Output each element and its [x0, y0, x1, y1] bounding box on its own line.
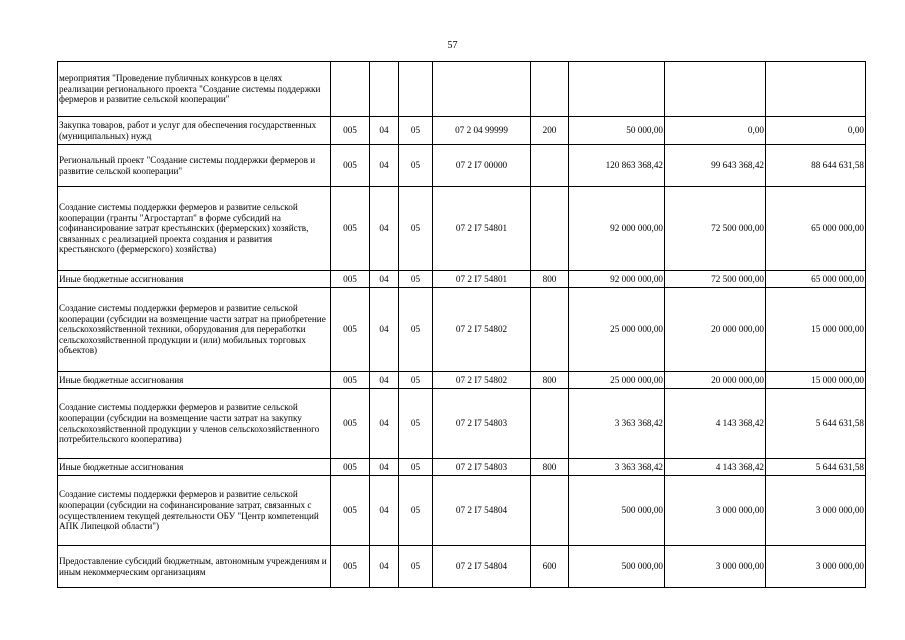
table-row [58, 546, 866, 588]
row-name: Создание системы поддержки фермеров и развитие сельской кооперации (субсидии на возмещение части затрат на закупку сельскохозяйственной продукции у членов сельскохозяйственного потребительского кооператива) [58, 389, 331, 459]
table-row [58, 288, 866, 372]
row-sum-3 [766, 62, 866, 117]
row-target-article: 07 2 I7 00000 [433, 145, 531, 187]
row-ved-code: 005 [331, 145, 370, 187]
row-sum-2: 3 000 000,00 [665, 546, 766, 588]
row-name: Иные бюджетные ассигнования [58, 271, 331, 288]
row-subsection-code: 05 [399, 145, 433, 187]
row-sum-3: 15 000 000,00 [766, 288, 866, 372]
row-sum-2: 3 000 000,00 [665, 476, 766, 546]
row-sum-3: 88 644 631,58 [766, 145, 866, 187]
row-sum-1: 3 363 368,42 [569, 459, 665, 476]
row-ved-code: 005 [331, 372, 370, 389]
row-name: Создание системы поддержки фермеров и развитие сельской кооперации (субсидии на софинансирование затрат, связанных с осуществлением текущей деятельности ОБУ "Центр компетенций АПК Липецкой области") [58, 476, 331, 546]
row-target-article: 07 2 04 99999 [433, 117, 531, 145]
row-section-code: 04 [370, 459, 399, 476]
row-name: Создание системы поддержки фермеров и развитие сельской кооперации (гранты "Агростартап" в форме субсидий на софинансирование затрат крестьянских (фермерских) хозяйств, связанных с реализацией проекта создания и развития крестьянского (фермерского) хозяйства) [58, 187, 331, 271]
row-sum-3: 65 000 000,00 [766, 187, 866, 271]
row-sum-2: 0,00 [665, 117, 766, 145]
row-expense-type [531, 288, 569, 372]
row-subsection-code: 05 [399, 459, 433, 476]
row-section-code: 04 [370, 117, 399, 145]
row-expense-type [531, 476, 569, 546]
row-sum-1: 500 000,00 [569, 476, 665, 546]
row-subsection-code: 05 [399, 476, 433, 546]
row-sum-2: 4 143 368,42 [665, 459, 766, 476]
row-subsection-code: 05 [399, 117, 433, 145]
row-ved-code [331, 62, 370, 117]
table-body [58, 62, 866, 588]
row-name: мероприятия "Проведение публичных конкурсов в целях реализации регионального проекта "Создание системы поддержки фермеров и развитие сельской кооперации" [58, 62, 331, 117]
row-expense-type: 800 [531, 372, 569, 389]
table-row [58, 459, 866, 476]
page-number: 57 [447, 40, 458, 51]
row-sum-3: 3 000 000,00 [766, 476, 866, 546]
table-row [58, 389, 866, 459]
row-sum-2 [665, 62, 766, 117]
table-row [58, 476, 866, 546]
row-ved-code: 005 [331, 187, 370, 271]
row-section-code: 04 [370, 546, 399, 588]
row-section-code: 04 [370, 187, 399, 271]
row-ved-code: 005 [331, 546, 370, 588]
row-sum-1: 25 000 000,00 [569, 372, 665, 389]
row-section-code: 04 [370, 476, 399, 546]
row-subsection-code: 05 [399, 372, 433, 389]
row-target-article: 07 2 I7 54802 [433, 288, 531, 372]
budget-table [57, 61, 866, 588]
row-expense-type: 800 [531, 271, 569, 288]
row-sum-1 [569, 62, 665, 117]
row-sum-3: 15 000 000,00 [766, 372, 866, 389]
row-target-article: 07 2 I7 54803 [433, 459, 531, 476]
row-subsection-code [399, 62, 433, 117]
row-expense-type [531, 62, 569, 117]
row-sum-3: 0,00 [766, 117, 866, 145]
row-sum-1: 25 000 000,00 [569, 288, 665, 372]
row-sum-3: 5 644 631,58 [766, 389, 866, 459]
row-target-article: 07 2 I7 54801 [433, 271, 531, 288]
row-expense-type: 200 [531, 117, 569, 145]
row-target-article: 07 2 I7 54801 [433, 187, 531, 271]
row-expense-type [531, 389, 569, 459]
row-sum-1: 92 000 000,00 [569, 187, 665, 271]
row-subsection-code: 05 [399, 288, 433, 372]
row-sum-2: 20 000 000,00 [665, 288, 766, 372]
row-name: Региональный проект "Создание системы поддержки фермеров и развитие сельской кооперации" [58, 145, 331, 187]
row-expense-type [531, 187, 569, 271]
row-name: Закупка товаров, работ и услуг для обеспечения государственных (муниципальных) нужд [58, 117, 331, 145]
row-sum-3: 3 000 000,00 [766, 546, 866, 588]
row-sum-1: 50 000,00 [569, 117, 665, 145]
row-expense-type [531, 145, 569, 187]
row-sum-1: 92 000 000,00 [569, 271, 665, 288]
row-target-article [433, 62, 531, 117]
table-row [58, 271, 866, 288]
row-section-code: 04 [370, 145, 399, 187]
row-sum-2: 4 143 368,42 [665, 389, 766, 459]
table-row [58, 62, 866, 117]
row-subsection-code: 05 [399, 187, 433, 271]
row-sum-2: 72 500 000,00 [665, 271, 766, 288]
table-row [58, 372, 866, 389]
row-subsection-code: 05 [399, 271, 433, 288]
row-section-code: 04 [370, 288, 399, 372]
row-ved-code: 005 [331, 476, 370, 546]
row-sum-1: 500 000,00 [569, 546, 665, 588]
row-sum-3: 65 000 000,00 [766, 271, 866, 288]
row-expense-type: 800 [531, 459, 569, 476]
row-sum-2: 99 643 368,42 [665, 145, 766, 187]
table-row [58, 187, 866, 271]
row-ved-code: 005 [331, 117, 370, 145]
table-row [58, 145, 866, 187]
row-sum-1: 120 863 368,42 [569, 145, 665, 187]
row-name: Предоставление субсидий бюджетным, автономным учреждениям и иным некоммерческим организациям [58, 546, 331, 588]
row-section-code [370, 62, 399, 117]
row-name: Иные бюджетные ассигнования [58, 372, 331, 389]
row-section-code: 04 [370, 271, 399, 288]
row-sum-1: 3 363 368,42 [569, 389, 665, 459]
row-expense-type: 600 [531, 546, 569, 588]
row-ved-code: 005 [331, 389, 370, 459]
row-ved-code: 005 [331, 271, 370, 288]
table-row [58, 117, 866, 145]
row-sum-2: 20 000 000,00 [665, 372, 766, 389]
row-sum-3: 5 644 631,58 [766, 459, 866, 476]
row-target-article: 07 2 I7 54802 [433, 372, 531, 389]
row-section-code: 04 [370, 372, 399, 389]
row-target-article: 07 2 I7 54804 [433, 546, 531, 588]
row-name: Создание системы поддержки фермеров и развитие сельской кооперации (субсидии на возмещение части затрат на приобретение сельскохозяйственной техники, оборудования для переработки сельскохозяйственной продукции и (или) мобильных торговых объектов) [58, 288, 331, 372]
row-section-code: 04 [370, 389, 399, 459]
row-target-article: 07 2 I7 54803 [433, 389, 531, 459]
row-target-article: 07 2 I7 54804 [433, 476, 531, 546]
row-subsection-code: 05 [399, 389, 433, 459]
row-subsection-code: 05 [399, 546, 433, 588]
row-name: Иные бюджетные ассигнования [58, 459, 331, 476]
row-sum-2: 72 500 000,00 [665, 187, 766, 271]
row-ved-code: 005 [331, 459, 370, 476]
row-ved-code: 005 [331, 288, 370, 372]
